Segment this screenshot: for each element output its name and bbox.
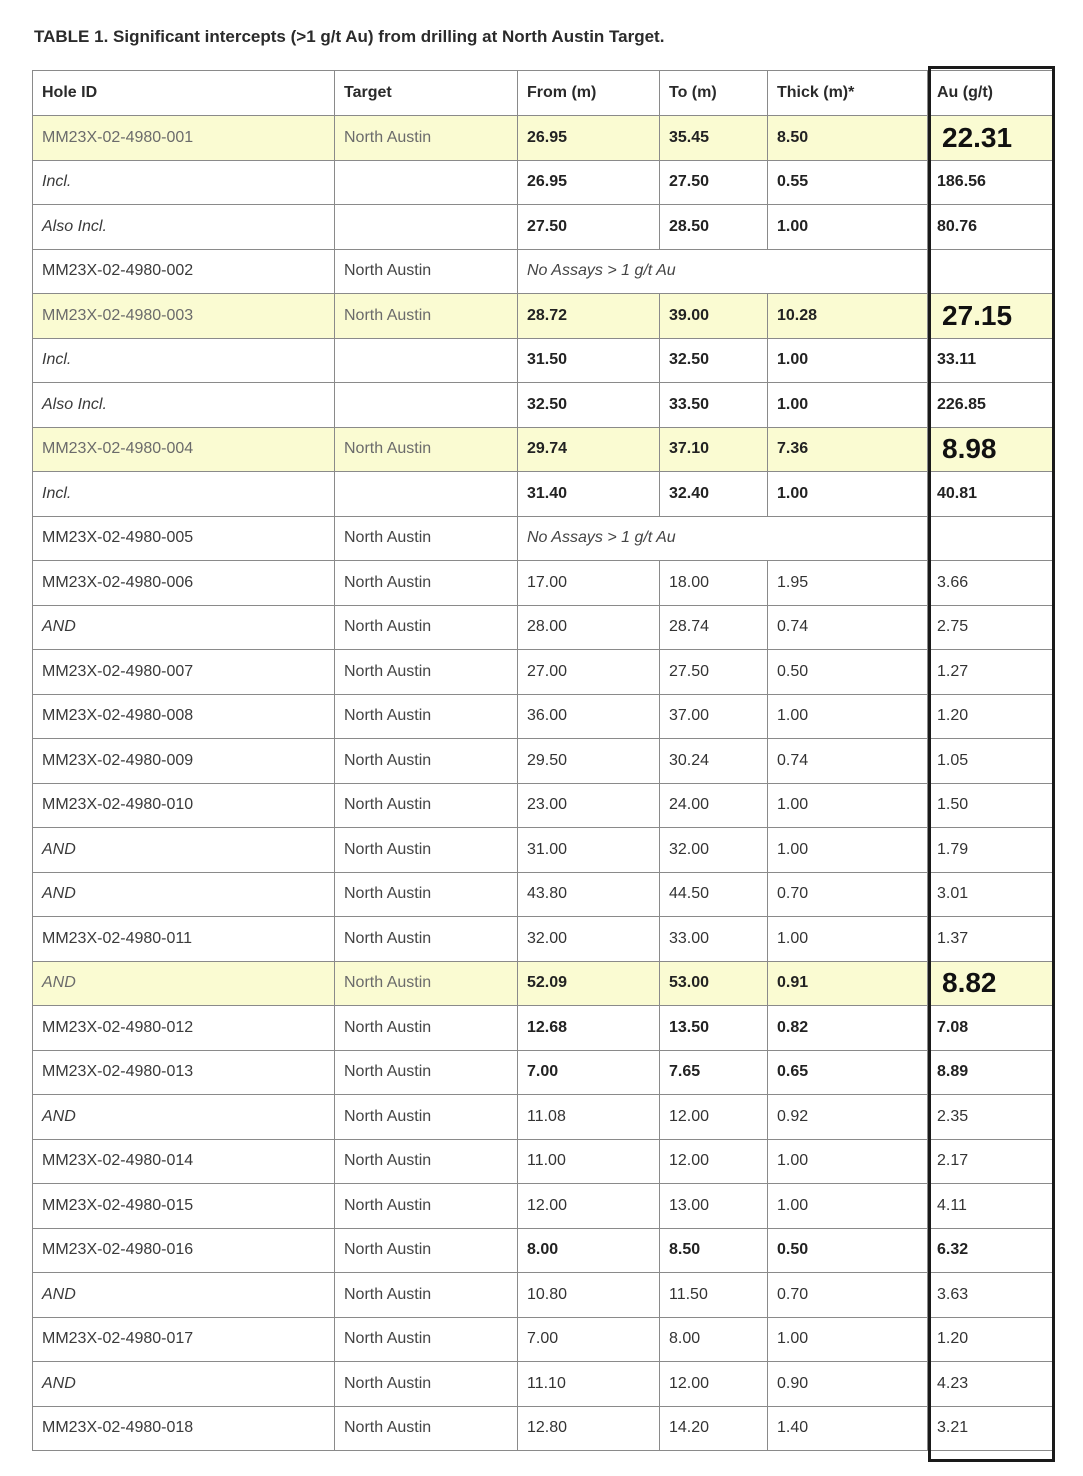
- table-row: [33, 1273, 1054, 1318]
- cell-target: North Austin: [335, 917, 518, 962]
- cell-target: [335, 338, 518, 383]
- cell-au: 1.20: [928, 1317, 1054, 1362]
- cell-hole-id: MM23X-02-4980-018: [33, 1406, 335, 1451]
- cell-thick: 1.00: [768, 1317, 928, 1362]
- table-header-row: [33, 71, 1054, 116]
- cell-from: 11.08: [518, 1095, 660, 1140]
- cell-from: 12.68: [518, 1006, 660, 1051]
- cell-thick: 8.50: [768, 116, 928, 161]
- cell-to: 44.50: [660, 872, 768, 917]
- cell-thick: 0.55: [768, 160, 928, 205]
- cell-thick: 0.70: [768, 1273, 928, 1318]
- cell-au: 3.01: [928, 872, 1054, 917]
- table-row: [33, 1006, 1054, 1051]
- cell-to: 39.00: [660, 294, 768, 339]
- cell-target: North Austin: [335, 427, 518, 472]
- cell-hole-id: AND: [33, 1362, 335, 1407]
- cell-hole-id: MM23X-02-4980-006: [33, 561, 335, 606]
- table-row: [33, 650, 1054, 695]
- cell-to: 12.00: [660, 1095, 768, 1140]
- cell-hole-id: AND: [33, 828, 335, 873]
- cell-from: 32.50: [518, 383, 660, 428]
- cell-hole-id: MM23X-02-4980-008: [33, 694, 335, 739]
- column-header-target: Target: [335, 71, 518, 116]
- table-row: [33, 739, 1054, 784]
- cell-thick: 0.90: [768, 1362, 928, 1407]
- cell-au: 2.17: [928, 1139, 1054, 1184]
- cell-hole-id: MM23X-02-4980-011: [33, 917, 335, 962]
- table-row: [33, 1095, 1054, 1140]
- cell-hole-id: MM23X-02-4980-005: [33, 516, 335, 561]
- cell-from: 17.00: [518, 561, 660, 606]
- column-header-thick: Thick (m)*: [768, 71, 928, 116]
- cell-au: 2.35: [928, 1095, 1054, 1140]
- cell-target: North Austin: [335, 1095, 518, 1140]
- cell-thick: 0.74: [768, 739, 928, 784]
- cell-hole-id: MM23X-02-4980-015: [33, 1184, 335, 1229]
- table-row: [33, 116, 1054, 161]
- cell-thick: 1.95: [768, 561, 928, 606]
- cell-from: 12.00: [518, 1184, 660, 1229]
- cell-au: 3.66: [928, 561, 1054, 606]
- cell-au: 3.63: [928, 1273, 1054, 1318]
- cell-thick: 1.00: [768, 694, 928, 739]
- cell-thick: 10.28: [768, 294, 928, 339]
- cell-hole-id: Incl.: [33, 472, 335, 517]
- cell-from: 7.00: [518, 1317, 660, 1362]
- cell-to: 53.00: [660, 961, 768, 1006]
- cell-from: 43.80: [518, 872, 660, 917]
- table-row: [33, 1362, 1054, 1407]
- cell-to: 35.45: [660, 116, 768, 161]
- cell-thick: 0.92: [768, 1095, 928, 1140]
- cell-from: 26.95: [518, 116, 660, 161]
- cell-from: 23.00: [518, 783, 660, 828]
- table-row: [33, 472, 1054, 517]
- cell-hole-id: MM23X-02-4980-007: [33, 650, 335, 695]
- table-row: [33, 561, 1054, 606]
- cell-au: 80.76: [928, 205, 1054, 250]
- cell-target: North Austin: [335, 828, 518, 873]
- cell-thick: 1.00: [768, 783, 928, 828]
- cell-from: 26.95: [518, 160, 660, 205]
- cell-hole-id: Also Incl.: [33, 383, 335, 428]
- cell-thick: 1.00: [768, 472, 928, 517]
- table-row: [33, 872, 1054, 917]
- cell-to: 27.50: [660, 160, 768, 205]
- cell-au: [928, 516, 1054, 561]
- cell-to: 33.00: [660, 917, 768, 962]
- cell-to: 28.74: [660, 605, 768, 650]
- cell-hole-id: AND: [33, 961, 335, 1006]
- cell-target: North Austin: [335, 561, 518, 606]
- cell-to: 37.10: [660, 427, 768, 472]
- cell-au: 40.81: [928, 472, 1054, 517]
- cell-to: 7.65: [660, 1050, 768, 1095]
- cell-to: 28.50: [660, 205, 768, 250]
- cell-au: 1.79: [928, 828, 1054, 873]
- cell-from: 29.50: [518, 739, 660, 784]
- cell-au: 1.50: [928, 783, 1054, 828]
- cell-target: North Austin: [335, 961, 518, 1006]
- cell-to: 13.00: [660, 1184, 768, 1229]
- cell-target: North Austin: [335, 516, 518, 561]
- table-row: [33, 605, 1054, 650]
- cell-from: 32.00: [518, 917, 660, 962]
- cell-to: 37.00: [660, 694, 768, 739]
- cell-au: 22.31: [928, 116, 1054, 161]
- cell-from: 11.00: [518, 1139, 660, 1184]
- table-row: [33, 338, 1054, 383]
- cell-thick: 1.00: [768, 338, 928, 383]
- cell-to: 11.50: [660, 1273, 768, 1318]
- table-row: [33, 1406, 1054, 1451]
- cell-to: 32.00: [660, 828, 768, 873]
- cell-au: 4.11: [928, 1184, 1054, 1229]
- cell-thick: 1.00: [768, 828, 928, 873]
- cell-au: 1.05: [928, 739, 1054, 784]
- cell-to: 8.00: [660, 1317, 768, 1362]
- cell-thick: 1.00: [768, 1139, 928, 1184]
- cell-target: North Austin: [335, 1317, 518, 1362]
- cell-target: [335, 472, 518, 517]
- cell-target: [335, 383, 518, 428]
- table-row: [33, 205, 1054, 250]
- cell-target: North Austin: [335, 605, 518, 650]
- table-row: [33, 1317, 1054, 1362]
- table-row: [33, 294, 1054, 339]
- cell-target: North Austin: [335, 1228, 518, 1273]
- column-header-to: To (m): [660, 71, 768, 116]
- cell-from: 31.00: [518, 828, 660, 873]
- cell-target: North Austin: [335, 1184, 518, 1229]
- cell-from: 28.72: [518, 294, 660, 339]
- cell-au: 4.23: [928, 1362, 1054, 1407]
- cell-thick: 1.00: [768, 205, 928, 250]
- table-row: [33, 694, 1054, 739]
- table-row: [33, 1139, 1054, 1184]
- cell-hole-id: AND: [33, 1273, 335, 1318]
- cell-to: 18.00: [660, 561, 768, 606]
- table-row: [33, 516, 1054, 561]
- cell-from: 12.80: [518, 1406, 660, 1451]
- cell-from: 29.74: [518, 427, 660, 472]
- cell-target: North Austin: [335, 1139, 518, 1184]
- column-header-from: From (m): [518, 71, 660, 116]
- cell-thick: 1.00: [768, 1184, 928, 1229]
- cell-target: North Austin: [335, 249, 518, 294]
- table-row: [33, 160, 1054, 205]
- column-header-au: Au (g/t): [928, 71, 1054, 116]
- cell-from: 27.50: [518, 205, 660, 250]
- cell-target: North Austin: [335, 650, 518, 695]
- cell-au: 186.56: [928, 160, 1054, 205]
- cell-hole-id: MM23X-02-4980-002: [33, 249, 335, 294]
- table-row: [33, 427, 1054, 472]
- cell-au: 2.75: [928, 605, 1054, 650]
- cell-hole-id: AND: [33, 872, 335, 917]
- cell-target: North Austin: [335, 783, 518, 828]
- cell-hole-id: Also Incl.: [33, 205, 335, 250]
- cell-target: North Austin: [335, 116, 518, 161]
- cell-hole-id: AND: [33, 605, 335, 650]
- cell-thick: 0.74: [768, 605, 928, 650]
- table-row: [33, 1050, 1054, 1095]
- cell-au: 1.20: [928, 694, 1054, 739]
- cell-to: 13.50: [660, 1006, 768, 1051]
- cell-target: North Austin: [335, 294, 518, 339]
- cell-target: North Austin: [335, 1006, 518, 1051]
- cell-thick: 0.65: [768, 1050, 928, 1095]
- cell-to: 32.40: [660, 472, 768, 517]
- cell-target: North Austin: [335, 1406, 518, 1451]
- intercepts-table: [32, 70, 1054, 1451]
- cell-thick: 0.70: [768, 872, 928, 917]
- cell-from: 36.00: [518, 694, 660, 739]
- cell-au: 8.98: [928, 427, 1054, 472]
- table-row: [33, 1228, 1054, 1273]
- column-header-hole-id: Hole ID: [33, 71, 335, 116]
- cell-from: 10.80: [518, 1273, 660, 1318]
- cell-au: 3.21: [928, 1406, 1054, 1451]
- cell-target: [335, 160, 518, 205]
- cell-target: North Austin: [335, 1273, 518, 1318]
- cell-from: 8.00: [518, 1228, 660, 1273]
- cell-to: 12.00: [660, 1139, 768, 1184]
- cell-hole-id: MM23X-02-4980-004: [33, 427, 335, 472]
- cell-note: No Assays > 1 g/t Au: [518, 249, 928, 294]
- cell-thick: 0.50: [768, 1228, 928, 1273]
- table-row: [33, 249, 1054, 294]
- cell-target: North Austin: [335, 872, 518, 917]
- cell-thick: 0.50: [768, 650, 928, 695]
- cell-target: North Austin: [335, 694, 518, 739]
- cell-target: [335, 205, 518, 250]
- cell-from: 28.00: [518, 605, 660, 650]
- cell-hole-id: Incl.: [33, 338, 335, 383]
- cell-au: 1.37: [928, 917, 1054, 962]
- cell-note: No Assays > 1 g/t Au: [518, 516, 928, 561]
- table-row: [33, 383, 1054, 428]
- cell-hole-id: MM23X-02-4980-010: [33, 783, 335, 828]
- cell-from: 52.09: [518, 961, 660, 1006]
- cell-from: 11.10: [518, 1362, 660, 1407]
- cell-to: 27.50: [660, 650, 768, 695]
- cell-au: 7.08: [928, 1006, 1054, 1051]
- cell-thick: 0.82: [768, 1006, 928, 1051]
- table-row: [33, 783, 1054, 828]
- cell-hole-id: MM23X-02-4980-013: [33, 1050, 335, 1095]
- cell-hole-id: MM23X-02-4980-003: [33, 294, 335, 339]
- cell-thick: 0.91: [768, 961, 928, 1006]
- cell-target: North Austin: [335, 739, 518, 784]
- cell-hole-id: MM23X-02-4980-017: [33, 1317, 335, 1362]
- cell-thick: 1.00: [768, 383, 928, 428]
- cell-hole-id: AND: [33, 1095, 335, 1140]
- cell-au: 27.15: [928, 294, 1054, 339]
- cell-to: 32.50: [660, 338, 768, 383]
- cell-from: 27.00: [518, 650, 660, 695]
- table-row: [33, 917, 1054, 962]
- cell-hole-id: MM23X-02-4980-012: [33, 1006, 335, 1051]
- table-row: [33, 1184, 1054, 1229]
- cell-au: 226.85: [928, 383, 1054, 428]
- table-row: [33, 961, 1054, 1006]
- cell-hole-id: MM23X-02-4980-009: [33, 739, 335, 784]
- cell-au: 8.82: [928, 961, 1054, 1006]
- cell-to: 8.50: [660, 1228, 768, 1273]
- cell-hole-id: MM23X-02-4980-016: [33, 1228, 335, 1273]
- cell-au: 1.27: [928, 650, 1054, 695]
- cell-to: 12.00: [660, 1362, 768, 1407]
- cell-to: 24.00: [660, 783, 768, 828]
- table-row: [33, 828, 1054, 873]
- cell-to: 33.50: [660, 383, 768, 428]
- cell-thick: 1.40: [768, 1406, 928, 1451]
- cell-to: 14.20: [660, 1406, 768, 1451]
- cell-thick: 7.36: [768, 427, 928, 472]
- cell-from: 31.40: [518, 472, 660, 517]
- cell-hole-id: MM23X-02-4980-001: [33, 116, 335, 161]
- cell-hole-id: Incl.: [33, 160, 335, 205]
- cell-au: 8.89: [928, 1050, 1054, 1095]
- cell-hole-id: MM23X-02-4980-014: [33, 1139, 335, 1184]
- cell-from: 31.50: [518, 338, 660, 383]
- cell-to: 30.24: [660, 739, 768, 784]
- cell-au: 33.11: [928, 338, 1054, 383]
- cell-au: 6.32: [928, 1228, 1054, 1273]
- cell-from: 7.00: [518, 1050, 660, 1095]
- table-body: [33, 116, 1054, 1451]
- cell-au: [928, 249, 1054, 294]
- cell-thick: 1.00: [768, 917, 928, 962]
- table-title: TABLE 1. Significant intercepts (>1 g/t Au) from drilling at North Austin Target.: [34, 27, 665, 46]
- cell-target: North Austin: [335, 1050, 518, 1095]
- cell-target: North Austin: [335, 1362, 518, 1407]
